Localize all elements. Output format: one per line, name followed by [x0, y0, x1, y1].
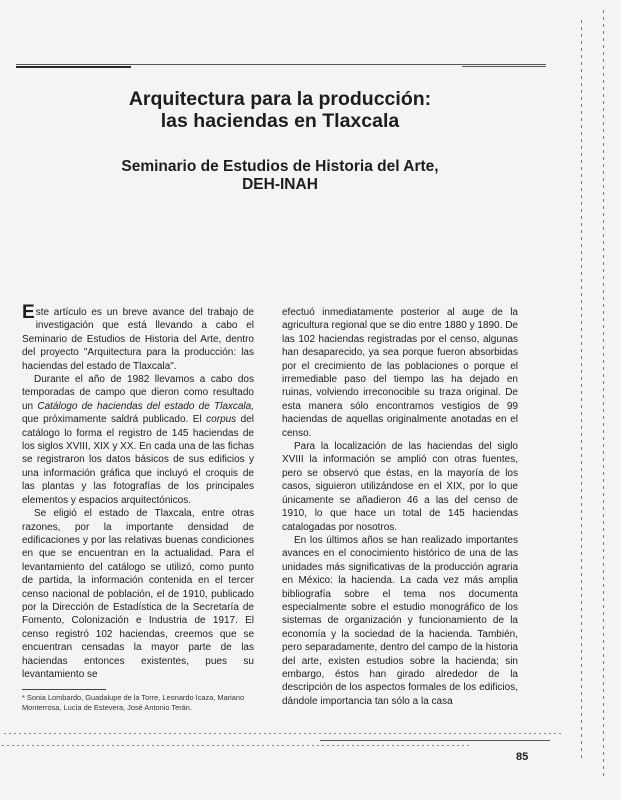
- italic-term: corpus: [206, 414, 237, 426]
- right-edge-line: [581, 20, 582, 760]
- paragraph: [282, 440, 518, 534]
- drop-cap: E: [22, 302, 35, 323]
- paragraph-text: Durante el año de 1982 llevamos a cabo dos temporadas de campo que dieron como resultado un: [22, 374, 254, 412]
- italic-title: Catálogo de haciendas del estado de Tlaxcala,: [37, 400, 254, 412]
- footnote-divider: [22, 689, 106, 690]
- paragraph: [22, 373, 254, 507]
- top-rule: [16, 64, 546, 65]
- footnote: * Sonia Lombardo, Guadalupe de la Torre, Leonardo Icaza, Mariano Monterrosa, Lucía de Estevera, José Antonio Terán.: [22, 693, 245, 712]
- author-line-1: Seminario de Estudios de Historia del Arte,: [121, 158, 439, 175]
- bottom-rule: [320, 740, 550, 741]
- paragraph-text: ste artículo es un breve avance del trabajo de investigación que está llevando a cabo el Seminario de Estudios de Historia del Arte, dentro del proyecto "Arquitectura para la producción: las haciendas del estado de Tlaxcala".: [22, 307, 254, 372]
- paragraph-text: En los últimos años se han realizado importantes avances en el conocimiento histórico de una de las unidades más significativas de la producción agraria en México: la hacienda. La cada vez más amplia bibliografía sobre el tema nos documenta especialmente sobre el estudio monográfico de los sistemas de organización y funcionamiento de la economía y la sociedad de la hacienda. También, pero separadamente, dentro del campo de la historia del arte, existen estudios sobre la hacienda; sin embargo, éstos han girado alrededor de la descripción de los aspectos formales de los edificios, dándole importancia tan sólo a la casa: [282, 534, 518, 707]
- article-title: [90, 88, 470, 132]
- article-author: [90, 158, 470, 194]
- paragraph-text: efectuó inmediatamente posterior al auge de la agricultura regional que se dio entre 1880 y 1890. De las 102 haciendas registradas por el censo, algunas han desaparecido, ya sea porque fueron absorbidas por el crecimiento de las poblaciones o porque el irremediable paso del tiempo las ha dejado en ruinas, volviendo irreconocible su traza original. De esta manera sólo encontramos vestigios de 99 haciendas de aquellas originalmente anotadas en el censo.: [282, 307, 518, 439]
- paragraph: [282, 534, 518, 708]
- paragraph: [282, 306, 518, 440]
- paragraph-text: que próximamente saldrá publicado. El: [22, 414, 207, 426]
- paragraph-text: Se eligió el estado de Tlaxcala, entre otras razones, por la importante densidad de edificaciones y por las relativas buenas condiciones en que se encuentran en la actualidad. Para el levantamiento del catálogo se utilizó, como punto de partida, la información contenida en el tercer censo nacional de población, el de 1910, publicado por la Dirección de Estadística de la Secretaría de Fomento, Colonización e Industria de 1917. El censo registró 102 haciendas, creemos que se encuentran censadas la mayor parte de las haciendas entonces existentes, pues su levantamiento se: [22, 508, 254, 680]
- paragraph-text: Para la localización de las haciendas del siglo XVIII la información se amplió con otras fuentes, pero se observó que éstas, en la mayoría de los casos, siguieron utilizándose en el XIX, por lo que únicamente se añadieron 46 a las del censo de 1910, lo que hace un total de 145 haciendas catalogadas por nosotros.: [282, 441, 518, 533]
- top-rule-right: [462, 66, 546, 67]
- text-column-left: [22, 302, 255, 681]
- scan-noise-line: [4, 733, 564, 734]
- page-number: 85: [516, 751, 529, 763]
- paragraph-text: del catálogo lo forma el registro de 145 haciendas de los siglos XVIII, XIX y XX. En cada una de las fichas se registraron los datos básicos de sus edificios y una información gráfica que incluyó el croquis de las plantas y las fotografías de los principales elementos y espacios arquitectónicos.: [22, 414, 255, 506]
- article-title-line-1: Arquitectura para la producción:: [128, 88, 432, 110]
- paragraph: [22, 302, 254, 373]
- scan-noise-line-2: [2, 745, 472, 746]
- right-edge-line-2: [603, 10, 604, 780]
- paragraph: [22, 507, 254, 681]
- text-column-right: [282, 306, 518, 708]
- top-rule-thick: [16, 66, 131, 68]
- article-title-line-2: las haciendas en Tlaxcala: [160, 110, 400, 132]
- author-line-2: DEH-INAH: [242, 176, 318, 193]
